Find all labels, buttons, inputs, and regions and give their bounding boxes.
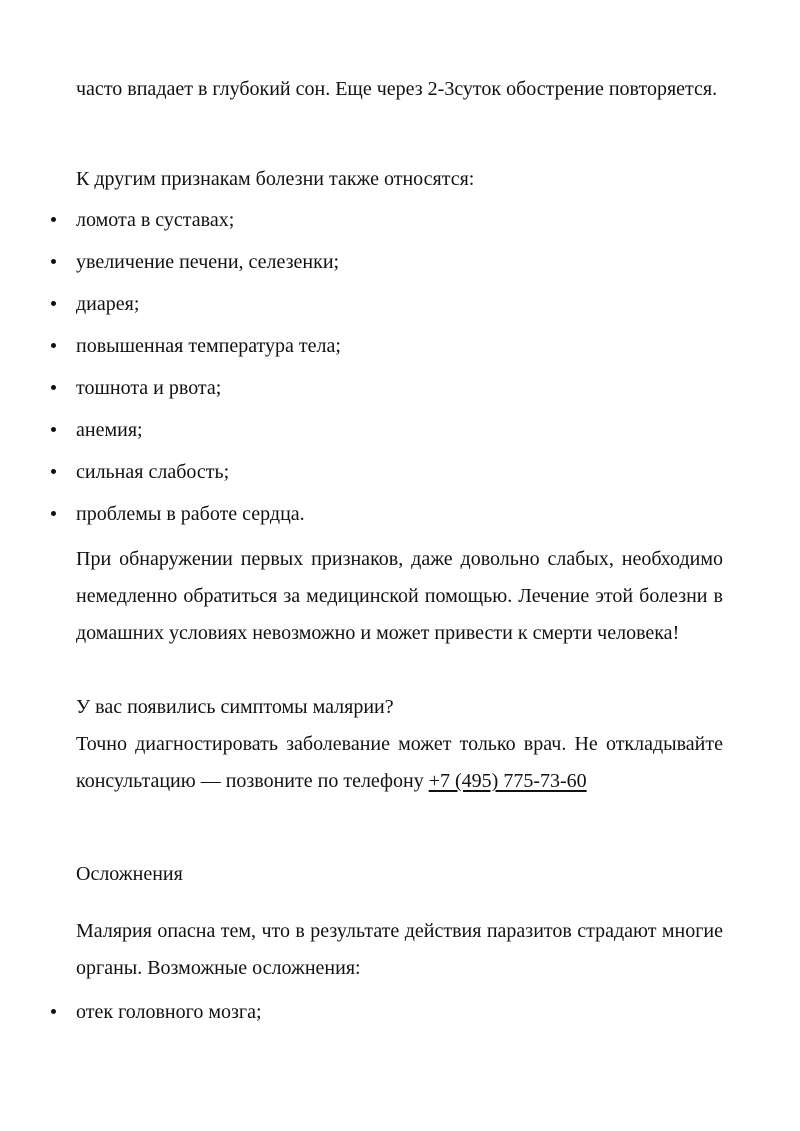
list-item: диарея;	[0, 291, 800, 333]
other-signs-intro: К другим признакам болезни также относятся:	[76, 168, 475, 190]
list-item: сильная слабость;	[0, 459, 800, 501]
list-item: анемия;	[0, 417, 800, 459]
list-item: повышенная температура тела;	[0, 333, 800, 375]
warning-paragraph: При обнаружении первых признаков, даже довольно слабых, необходимо немедленно обратиться за медицинской помощью. Лечение этой болезни в домашних условиях невозможно и может привести к смерти человека!	[76, 548, 723, 644]
bullet-icon	[51, 511, 56, 516]
bullet-icon	[51, 1009, 56, 1014]
bullet-icon	[51, 385, 56, 390]
complications-list	[0, 999, 800, 1041]
bullet-icon	[51, 259, 56, 264]
complications-heading: Осложнения	[76, 863, 183, 885]
bullet-icon	[51, 469, 56, 474]
bullet-icon	[51, 217, 56, 222]
list-item: тошнота и рвота;	[0, 375, 800, 417]
list-item: проблемы в работе сердца.	[0, 501, 800, 543]
list-item: отек головного мозга;	[0, 999, 800, 1041]
consult-text: Точно диагностировать заболевание может только врач. Не откладывайте консультацию — позвоните по телефону	[76, 733, 723, 792]
symptoms-question: У вас появились симптомы малярии?	[76, 696, 394, 718]
intro-paragraph: часто впадает в глубокий сон. Еще через 2-3суток обострение повторяется.	[76, 78, 718, 100]
symptoms-list	[0, 207, 800, 543]
complications-paragraph: Малярия опасна тем, что в результате действия паразитов страдают многие органы. Возможные осложнения:	[76, 920, 723, 979]
bullet-icon	[51, 427, 56, 432]
list-item: ломота в суставах;	[0, 207, 800, 249]
list-item: увеличение печени, селезенки;	[0, 249, 800, 291]
bullet-icon	[51, 301, 56, 306]
consult-paragraph	[76, 726, 723, 800]
bullet-icon	[51, 343, 56, 348]
phone-link[interactable]: +7 (495) 775-73-60	[428, 770, 587, 792]
